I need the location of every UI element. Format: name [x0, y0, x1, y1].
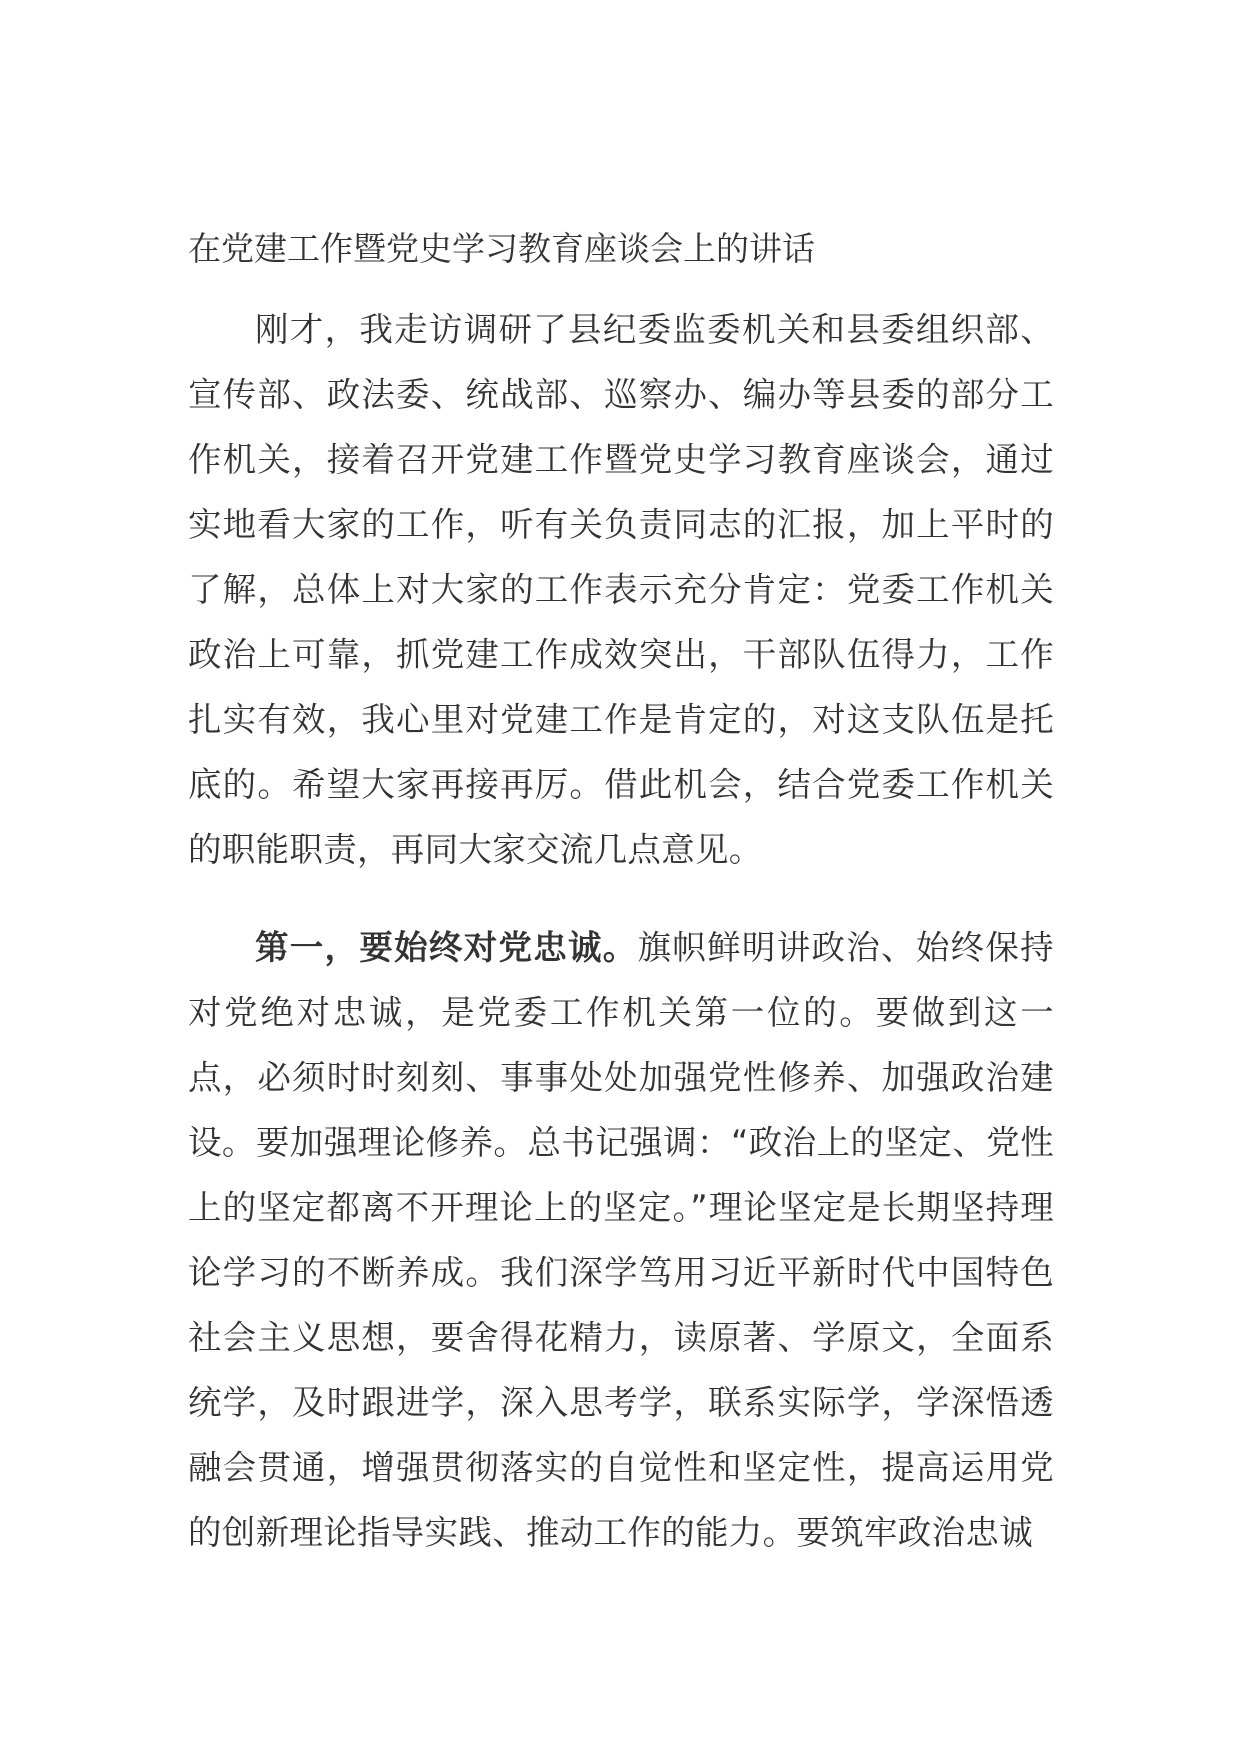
paragraph-first-point-text: 旗帜鲜明讲政治、始终保持对党绝对忠诚，是党委工作机关第一位的。要做到这一点，必须时时刻刻、事事处处加强党性修养、加强政治建设。要加强理论修养。总书记强调：“政治上的坚定、党性上的坚定都离不开理论上的坚定。”理论坚定是长期坚持理论学习的不断养成。我们深学笃用习近平新时代中国特色社会主义思想，要舍得花精力，读原著、学原文，全面系统学，及时跟进学，深入思考学，联系实际学，学深悟透融会贯通，增强贯彻落实的自觉性和坚定性，提高运用党的创新理论指导实践、推动工作的能力。要筑牢政治忠诚	[188, 928, 1054, 1552]
paragraph-first-point	[188, 915, 1054, 1565]
paragraph-lead-heading: 第一，要始终对党忠诚。	[255, 928, 638, 967]
paragraph-intro-text: 刚才，我走访调研了县纪委监委机关和县委组织部、宣传部、政法委、统战部、巡察办、编办等县委的部分工作机关，接着召开党建工作暨党史学习教育座谈会，通过实地看大家的工作，听有关负责同志的汇报，加上平时的了解，总体上对大家的工作表示充分肯定：党委工作机关政治上可靠，抓党建工作成效突出，干部队伍得力，工作扎实有效，我心里对党建工作是肯定的，对这支队伍是托底的。希望大家再接再厉。借此机会，结合党委工作机关的职能职责，再同大家交流几点意见。	[188, 310, 1054, 869]
paragraph-intro	[188, 297, 1054, 882]
document-body	[188, 224, 1054, 1598]
document-title: 在党建工作暨党史学习教育座谈会上的讲话	[188, 229, 815, 268]
